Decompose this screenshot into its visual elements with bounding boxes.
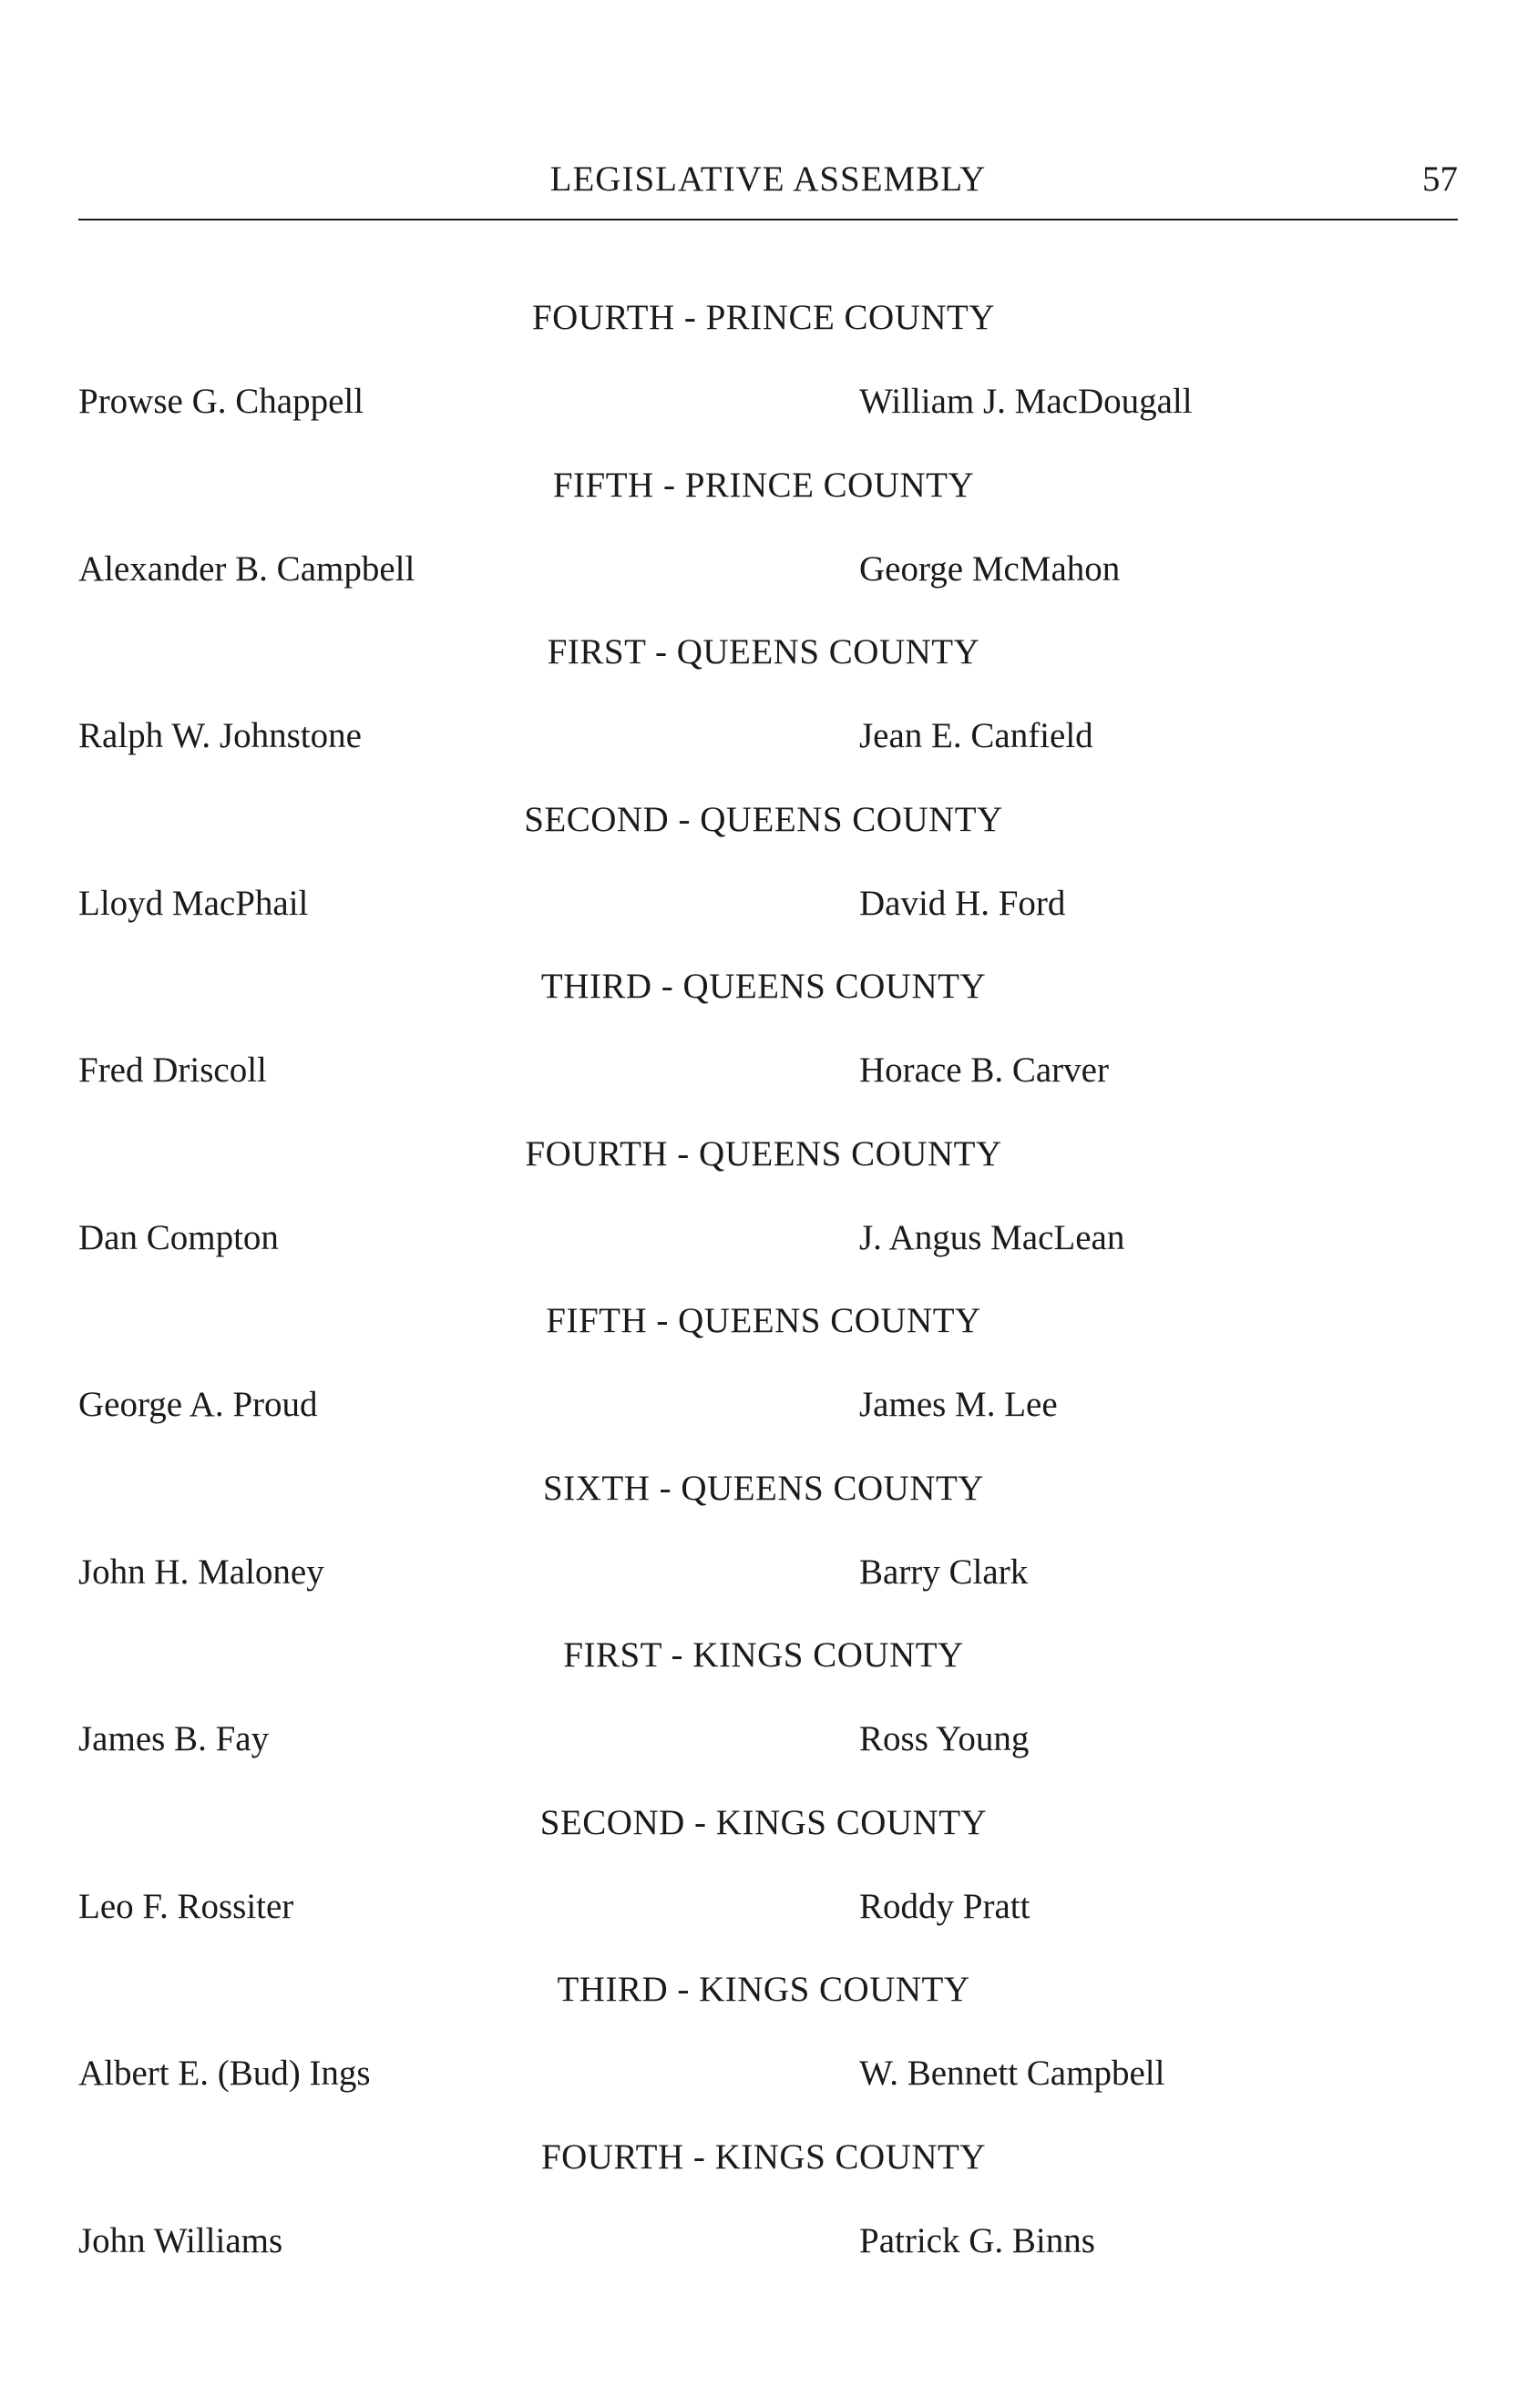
district-heading-text: FIRST - QUEENS COUNTY: [547, 632, 980, 671]
district-block: [0, 2136, 1538, 2304]
member-name-right: David H. Ford: [859, 883, 1066, 923]
district-heading: [0, 1300, 1538, 1341]
district-heading: [0, 2136, 1538, 2177]
district-heading-text: FOURTH - PRINCE COUNTY: [531, 298, 996, 337]
member-name-left: Fred Driscoll: [78, 1050, 267, 1090]
member-name-left: Dan Compton: [78, 1217, 279, 1257]
member-name-right: Horace B. Carver: [859, 1050, 1109, 1090]
member-name-left: Albert E. (Bud) Ings: [78, 2054, 371, 2093]
district-block: [0, 799, 1538, 967]
member-name-left: Prowse G. Chappell: [78, 382, 364, 421]
district-heading-text: SIXTH - QUEENS COUNTY: [543, 1468, 984, 1508]
district-heading-text: FIFTH - PRINCE COUNTY: [552, 465, 975, 505]
member-name-right: William J. MacDougall: [859, 382, 1193, 421]
district-heading: [0, 465, 1538, 506]
district-block: [0, 1300, 1538, 1468]
member-name-right: Roddy Pratt: [859, 1886, 1030, 1926]
member-name-left: Alexander B. Campbell: [78, 548, 415, 589]
district-heading: [0, 1802, 1538, 1843]
member-name-right: J. Angus MacLean: [859, 1217, 1125, 1257]
member-name-left: John H. Maloney: [78, 1552, 324, 1592]
district-block: [0, 1133, 1538, 1301]
district-heading: [0, 297, 1538, 338]
district-block: [0, 297, 1538, 465]
member-name-left: Ralph W. Johnstone: [78, 716, 362, 755]
district-heading-text: FOURTH - KINGS COUNTY: [540, 2136, 987, 2177]
member-name-left: Leo F. Rossiter: [78, 1886, 294, 1926]
district-heading-text: FOURTH - QUEENS COUNTY: [525, 1133, 1002, 1173]
member-name-right: W. Bennett Campbell: [859, 2054, 1165, 2093]
district-heading-text: FIRST - KINGS COUNTY: [563, 1635, 964, 1675]
district-heading-text: THIRD - QUEENS COUNTY: [540, 967, 987, 1006]
district-block: [0, 1802, 1538, 1970]
running-title: LEGISLATIVE ASSEMBLY: [549, 159, 987, 199]
district-heading-text: THIRD - KINGS COUNTY: [557, 1970, 970, 2009]
district-block: [0, 631, 1538, 799]
district-heading: [0, 1468, 1538, 1509]
district-block: [0, 966, 1538, 1133]
district-heading: [0, 799, 1538, 840]
member-name-left: Lloyd MacPhail: [78, 883, 309, 923]
district-list: [0, 297, 1538, 2303]
district-heading: [0, 631, 1538, 672]
member-name-right: Jean E. Canfield: [859, 716, 1093, 755]
page-header: [78, 153, 1458, 220]
district-block: [0, 465, 1538, 632]
member-name-right: George McMahon: [859, 548, 1121, 589]
district-block: [0, 1468, 1538, 1635]
district-heading: [0, 1969, 1538, 2010]
member-name-right: Barry Clark: [859, 1552, 1029, 1592]
member-name-left: James B. Fay: [78, 1719, 270, 1758]
district-heading-text: SECOND - KINGS COUNTY: [539, 1802, 988, 1842]
district-heading-text: SECOND - QUEENS COUNTY: [524, 799, 1003, 839]
member-name-left: John Williams: [78, 2220, 283, 2260]
district-heading: [0, 1634, 1538, 1675]
member-name-right: James M. Lee: [859, 1385, 1058, 1424]
district-heading: [0, 966, 1538, 1007]
page-number: 57: [1422, 159, 1458, 199]
district-block: [0, 1634, 1538, 1802]
member-name-right: Ross Young: [859, 1719, 1030, 1758]
member-name-right: Patrick G. Binns: [859, 2220, 1095, 2260]
district-heading-text: FIFTH - QUEENS COUNTY: [546, 1301, 981, 1340]
district-heading: [0, 1133, 1538, 1174]
member-name-left: George A. Proud: [78, 1385, 318, 1424]
district-block: [0, 1969, 1538, 2136]
